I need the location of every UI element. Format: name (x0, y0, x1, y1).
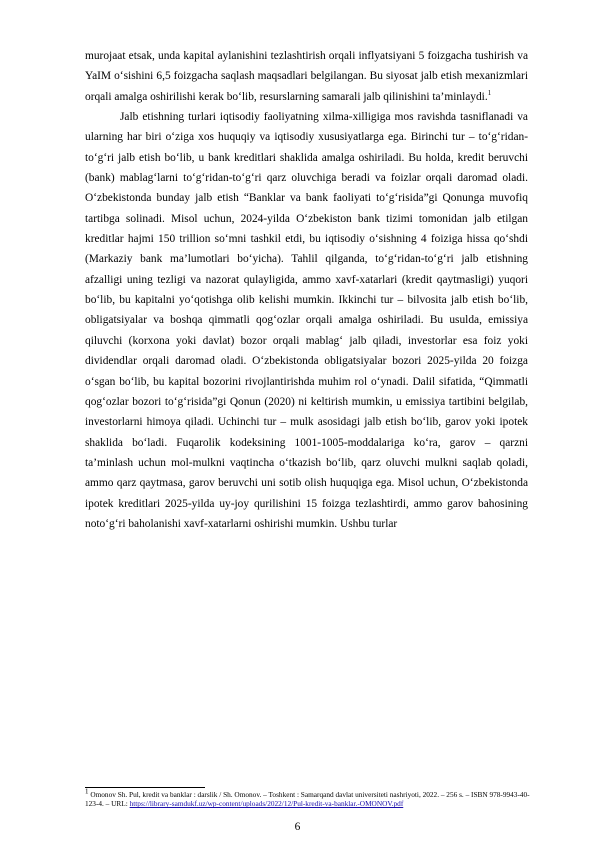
page-body (85, 46, 528, 534)
page-number: 6 (294, 821, 301, 833)
footnote-number: 1 (85, 787, 89, 796)
footnote-reference[interactable]: 1 (487, 88, 492, 97)
footnote-divider (85, 787, 205, 788)
paragraph-continuation (85, 46, 528, 107)
paragraph-1-text: murojaat etsak, unda kapital aylanishini tezlashtirish orqali inflyatsiyani 5 foizgacha tushirish va YaIM o‘sishini 6,5 foizgacha saqlash maqsadlari belgilangan. Bu siyosat jalb etish mexanizmlari orqali amalga oshirilishi kerak bo‘lib, resurslarning samarali jalb qilinishini ta’minlaydi. (85, 50, 528, 103)
paragraph-2: Jalb etishning turlari iqtisodiy faoliyatning xilma-xilligiga mos ravishda tasniflanadi va ularning har biri o‘ziga xos huquqiy va iqtisodiy xususiyatlarga ega. Birinchi tur – to‘g‘ridan-to‘g‘ri jalb etish bo‘lib, u bank kreditlari shaklida amalga oshiriladi. Bu holda, kredit beruvchi (bank) mablag‘larni to‘g‘ridan-to‘g‘ri qarz oluvchiga beradi va foizlar orqali daromad oladi. O‘zbekistonda bunday jalb etish “Banklar va bank faoliyati to‘g‘risida”gi Qonunga muvofiq tartibga solinadi. Misol uchun, 2024-yilda O‘zbekiston bank tizimi tomonidan jalb etilgan kreditlar hajmi 150 trillion so‘mni tashkil etdi, bu iqtisodiy o‘sishning 4 foiziga hissa qo‘shdi (Markaziy bank ma’lumotlari bo‘yicha). Tahlil qilganda, to‘g‘ridan-to‘g‘ri jalb etishning afzalligi uning tezligi va nazorat qulayligida, ammo xavf-xatarlari (kredit qaytmasligi) yuqori bo‘lib, bu kapitalni yo‘qotishga olib kelishi mumkin. Ikkinchi tur – bilvosita jalb etish bo‘lib, obligatsiyalar va boshqa qimmatli qog‘ozlar orqali amalga oshiriladi. Bu usulda, emissiya qiluvchi (korxona yoki davlat) bozor orqali mablag‘ jalb qiladi, investorlar esa foiz yoki dividendlar orqali daromad oladi. O‘zbekistonda obligatsiyalar bozori 2025-yilda 20 foizga o‘sgan bo‘lib, bu kapital bozorini rivojlantirishda muhim rol o‘ynadi. Dalil sifatida, “Qimmatli qog‘ozlar bozori to‘g‘risida”gi Qonun (2020) ni keltirish mumkin, u emissiya tartibini belgilab, investorlarni himoya qiladi. Uchinchi tur – mulk asosidagi jalb etish bo‘lib, garov yoki ipotek shaklida bo‘ladi. Fuqarolik kodeksining 1001-1005-moddalariga ko‘ra, garov – qarzni ta’minlash uchun mol-mulkni vaqtincha o‘tkazish bo‘lib, qarz oluvchi mulkni saqlab qoladi, ammo qarz qaytmasa, garov beruvchi uni sotib olish huquqiga ega. Misol uchun, O‘zbekistonda ipotek kreditlari 2025-yilda uy-joy qurilishini 15 foizga tezlashtirdi, ammo garov bahosining noto‘g‘ri baholanishi xavf-xatarlarni oshirishi mumkin. Ushbu turlar (85, 111, 528, 530)
footnote (85, 787, 530, 809)
footnote-link[interactable]: https://library-samdukf.uz/wp-content/uploads/2022/12/Pul-kredit-va-banklar.-OMONOV.pdf (129, 799, 404, 809)
footnote-text: Omonov Sh. Pul, kredit va banklar : darslik / Sh. Omonov. – Toshkent : Samarqand davlat universiteti nashriyoti, 2022. – 256 s. – ISBN 978-9943-40-123-4. – URL: (85, 790, 530, 809)
